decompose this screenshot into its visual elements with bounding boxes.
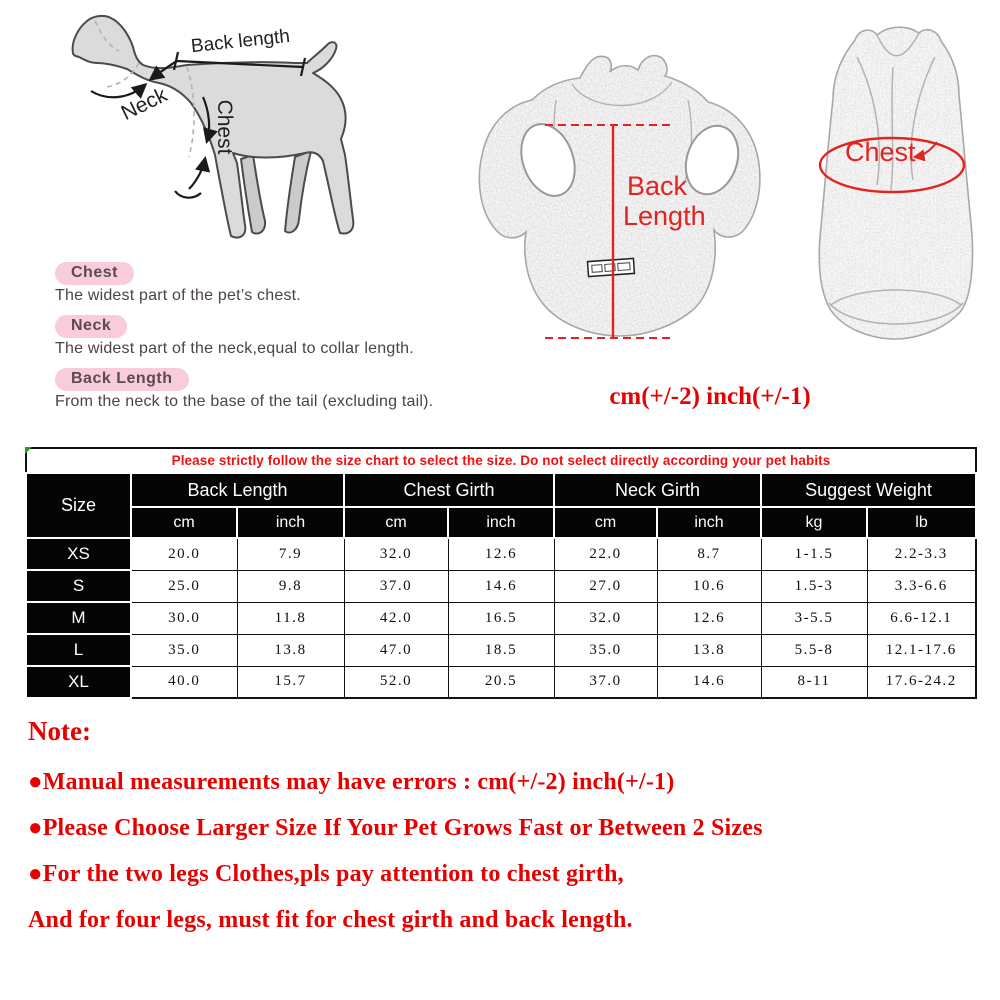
value-cell: 18.5: [448, 634, 554, 666]
measurement-definitions: [55, 262, 485, 421]
value-cell: 11.8: [237, 602, 344, 634]
value-cell: 15.7: [237, 666, 344, 698]
value-cell: 8-11: [761, 666, 867, 698]
value-cell: 5.5-8: [761, 634, 867, 666]
unit-header: inch: [448, 507, 554, 538]
value-cell: 9.8: [237, 570, 344, 602]
value-cell: 13.8: [237, 634, 344, 666]
unit-header: inch: [657, 507, 761, 538]
value-cell: 12.6: [448, 538, 554, 570]
definition-chest: [55, 262, 485, 305]
note-line: And for four legs, must fit for chest girth and back length.: [28, 907, 633, 933]
column-header-suggest-weight: Suggest Weight: [761, 473, 976, 507]
garment-chest-label: Chest: [845, 137, 916, 167]
column-header-neck-girth: Neck Girth: [554, 473, 761, 507]
dog-back-length-label: Back length: [189, 25, 291, 58]
value-cell: 32.0: [554, 602, 657, 634]
garment-back-length-label-line2: Length: [623, 201, 706, 231]
dog-neck-label: Neck: [117, 83, 171, 125]
value-cell: 40.0: [131, 666, 237, 698]
definition-term-pill: Back Length: [55, 368, 189, 391]
value-cell: 27.0: [554, 570, 657, 602]
value-cell: 22.0: [554, 538, 657, 570]
table-row-xs: [26, 538, 976, 570]
value-cell: 7.9: [237, 538, 344, 570]
garment-front-shape: [479, 56, 760, 336]
value-cell: 2.2-3.3: [867, 538, 976, 570]
value-cell: 20.5: [448, 666, 554, 698]
table-row-l: [26, 634, 976, 666]
garment-back-shape: [819, 27, 972, 339]
note-heading: Note:: [28, 716, 91, 746]
value-cell: 3.3-6.6: [867, 570, 976, 602]
dog-far-rear-leg: [285, 151, 311, 233]
value-cell: 16.5: [448, 602, 554, 634]
definition-term-pill: Chest: [55, 262, 134, 285]
unit-header: cm: [131, 507, 237, 538]
table-row-s: [26, 570, 976, 602]
definition-text: From the neck to the base of the tail (excluding tail).: [55, 393, 434, 410]
garment-back-length-label-line1: Back: [627, 171, 688, 201]
size-cell: L: [26, 634, 131, 666]
value-cell: 47.0: [344, 634, 448, 666]
value-cell: 6.6-12.1: [867, 602, 976, 634]
value-cell: 14.6: [657, 666, 761, 698]
value-cell: 30.0: [131, 602, 237, 634]
value-cell: 14.6: [448, 570, 554, 602]
value-cell: 20.0: [131, 538, 237, 570]
dog-measurement-diagram: [55, 5, 375, 257]
unit-header: inch: [237, 507, 344, 538]
unit-header: cm: [554, 507, 657, 538]
dog-chest-label: Chest: [213, 99, 236, 155]
size-cell: XL: [26, 666, 131, 698]
garment-back-illustration: [795, 5, 1000, 355]
value-cell: 52.0: [344, 666, 448, 698]
garment-front-illustration: [460, 0, 780, 358]
size-cell: M: [26, 602, 131, 634]
note-line: ●For the two legs Clothes,pls pay attention to chest girth,: [28, 861, 624, 887]
unit-header: lb: [867, 507, 976, 538]
unit-header: kg: [761, 507, 867, 538]
column-header-back-length: Back Length: [131, 473, 344, 507]
definition-text: The widest part of the neck,equal to collar length.: [55, 340, 414, 357]
brand-tag: [587, 258, 634, 276]
value-cell: 32.0: [344, 538, 448, 570]
unit-header: cm: [344, 507, 448, 538]
value-cell: 8.7: [657, 538, 761, 570]
value-cell: 1-1.5: [761, 538, 867, 570]
definition-back-length: [55, 368, 485, 411]
definition-text: The widest part of the pet’s chest.: [55, 287, 301, 304]
tolerance-note: cm(+/-2) inch(+/-1): [609, 383, 811, 410]
note-section: [28, 716, 978, 953]
size-chart-table: [25, 447, 975, 699]
table-row-m: [26, 602, 976, 634]
note-line: ●Please Choose Larger Size If Your Pet Grows Fast or Between 2 Sizes: [28, 815, 763, 841]
value-cell: 35.0: [131, 634, 237, 666]
value-cell: 17.6-24.2: [867, 666, 976, 698]
definition-term-pill: Neck: [55, 315, 127, 338]
value-cell: 13.8: [657, 634, 761, 666]
column-header-size: Size: [26, 473, 131, 538]
size-cell: S: [26, 570, 131, 602]
value-cell: 25.0: [131, 570, 237, 602]
value-cell: 12.1-17.6: [867, 634, 976, 666]
value-cell: 10.6: [657, 570, 761, 602]
definition-neck: [55, 315, 485, 358]
value-cell: 37.0: [554, 666, 657, 698]
note-line: ●Manual measurements may have errors : cm(+/-2) inch(+/-1): [28, 769, 675, 795]
value-cell: 12.6: [657, 602, 761, 634]
table-row-xl: [26, 666, 976, 698]
green-corner-artifact: [25, 447, 32, 454]
column-header-chest-girth: Chest Girth: [344, 473, 554, 507]
value-cell: 37.0: [344, 570, 448, 602]
value-cell: 3-5.5: [761, 602, 867, 634]
table-caption: Please strictly follow the size chart to select the size. Do not select directly according your pet habits: [26, 448, 976, 473]
value-cell: 35.0: [554, 634, 657, 666]
value-cell: 42.0: [344, 602, 448, 634]
size-cell: XS: [26, 538, 131, 570]
value-cell: 1.5-3: [761, 570, 867, 602]
